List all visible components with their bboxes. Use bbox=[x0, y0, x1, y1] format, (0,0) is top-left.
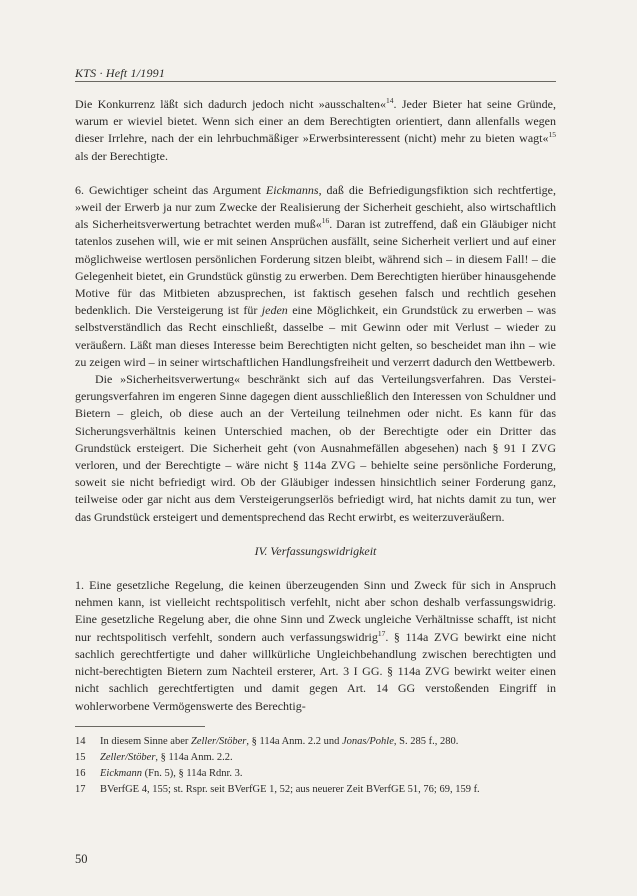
text-run: , § 114a Anm. 2.2 und bbox=[246, 736, 342, 747]
footnote-text bbox=[100, 734, 556, 750]
text-run: Die Konkurrenz läßt sich dadurch jedoch nicht »ausschalten« bbox=[75, 97, 387, 111]
footnote-number: 16 bbox=[75, 768, 86, 779]
running-head: KTS · Heft 1/1991 bbox=[75, 66, 166, 80]
footnote-ref-14: 14 bbox=[386, 96, 394, 105]
section-heading: IV. Verfassungswidrigkeit bbox=[254, 543, 377, 558]
paragraph-1 bbox=[75, 577, 556, 715]
text-run: 1. Eine gesetzliche Regelung, die keinen überzeugenden Sinn und Zweck für sich in Anspruch nehmen kann, ist vielleicht rechtspolitisch verfehlt, nicht aber schon deshalb verfassungswidrig. Eine gesetzliche Regelung aber, die ohne Sinn und Zweck ungleiche Verhältnisse schafft, ist nicht nur rechtspolitisch verfehlt, sondern auch verfassungswidrig bbox=[75, 578, 556, 644]
footnote-number: 15 bbox=[75, 752, 86, 763]
footnote bbox=[75, 766, 556, 782]
text-run: (Fn. 5), § 114a Rdnr. 3. bbox=[142, 768, 243, 779]
footnote-number: 14 bbox=[75, 736, 86, 747]
author-name: Eickmanns bbox=[265, 182, 319, 197]
paragraph-konkurrenz bbox=[75, 96, 556, 165]
page-number: 50 bbox=[75, 852, 88, 866]
paragraph-sicherheitsverwertung: Die »Sicherheitsverwertung« beschränkt sich auf das Verteilungsverfahren. Das Versteigerungsverfahren im engeren Sinne dagegen dient ausschließlich den Interessen von Schuldner und Bietern – gleich, ob diese auch an der Verteilung teilnehmen oder nicht. Es kann für das Sicherungsverhältnis keinen Unterschied machen, ob der Berechtigte oder ein Dritter das Grundstück ersteigert. Die Sicherheit geht (von Ausnahmefällen abgesehen) nach § 91 I ZVG verloren, und der Berechtigte – wäre nicht § 114a ZVG – behielte seine persönliche Forderung, soweit sie nicht befriedigt wird. Ob der Gläubiger indessen hinsichtlich seiner Forderung ganz, teilweise oder gar nicht aus dem Versteigerungserlös befriedigt wird, hat nichts damit zu tun, wer das Grundstück ersteigert und dementsprechend das Recht erwirbt, es weiterzuveräußern. bbox=[75, 372, 556, 524]
text-run: eine Möglichkeit, ein Grundstück zu erwerben – was selbstverständlich das Recht einschließt, dasselbe – mit Gewinn oder mit Verlust – wieder zu veräußern. Läßt man dieses Interesse beim Berechtigten nicht gelten, so bescheidet man ihn – wie zu zeigen wird – in seiner wirtschaftlichen Handlungsfreiheit und verzerrt dadurch den Wettbewerb. bbox=[75, 303, 557, 369]
text-run: , S. 285 f., 280. bbox=[393, 736, 459, 747]
text-run: . Daran ist zutreffend, daß ein Gläubiger nicht tatenlos zusehen will, wie er mit seinen Ansprüchen ausfällt, seine Sicherheit verliert und auf einer möglichweise wertlosen persönlichen Forderung sitzen bleibt, während sich – in diesem Fall! – die Gelegenheit bietet, ein Grundstück günstig zu erwerben. Dem Berechtigten hierüber hinausgehende Motive für das Mitbieten abzusprechen, ist faktisch gesehen falsch und rechtlich gesehen bedenklich. Die Versteigerung ist für bbox=[75, 217, 556, 318]
text-run: 6. Gewichtiger scheint das Argument bbox=[75, 182, 266, 197]
footnote-text: BVerfGE 4, 155; st. Rspr. seit BVerfGE 1, 52; aus neuerer Zeit BVerfGE 51, 76; 69, 159 f. bbox=[100, 784, 480, 795]
text-run: , daß die Befriedigungsfiktion sich rechtfertige, »weil der Erwerb ja nur zum Zwecke der Realisierung der Sicherheit geschieht, also wirtschaftlich als Sicherheitsverwertung betrachtet werden muß« bbox=[75, 182, 556, 232]
footnote bbox=[75, 782, 556, 798]
footnote bbox=[75, 750, 556, 766]
footnote-text bbox=[100, 766, 556, 782]
footnote-ref-16: 16 bbox=[321, 216, 330, 226]
footnote-rule bbox=[75, 726, 205, 727]
footnote bbox=[75, 734, 556, 750]
footnote-number: 17 bbox=[75, 784, 86, 795]
text-run: . Jeder Bieter hat seine Gründe, warum er wieviel bietet. Wenn sich einer an dem Berechtigten orientiert, dann allenfalls wegen dieser Irrlehre, nach der ein lehrbuchmäßiger »Erwerbsinteressent (nicht) mehr zu bieten wagt« bbox=[75, 97, 556, 146]
text-run: als der Berechtigte. bbox=[75, 148, 168, 163]
emphasis-jeden: jeden bbox=[261, 303, 288, 318]
footnotes bbox=[75, 734, 556, 798]
header-rule bbox=[75, 81, 556, 82]
author-name: Zeller/Stöber bbox=[190, 736, 247, 747]
author-name: Jonas/Pohle bbox=[341, 736, 394, 747]
footnote-text bbox=[100, 750, 556, 766]
text-run: , § 114a Anm. 2.2. bbox=[155, 752, 233, 763]
author-name: Eickmann bbox=[100, 768, 142, 779]
paragraph-6 bbox=[75, 182, 556, 371]
body-text bbox=[75, 96, 556, 715]
text-run: . § 114a ZVG bewirkt eine nicht sachlich gerechtfertigte und daher willkürliche Ungleichbehandlung zwischen berechtigten und nicht-berechtigten Bietern zum Nachteil ersterer, Art. 3 I GG. § 114a ZVG bewirkt weiter einen nicht sachlich gerechtfertigten und damit gegen Art. 14 GG verstoßenden Eingriff in wohlerworbene Vermögenswerte des Berechtig- bbox=[75, 629, 556, 713]
footnote-ref-17: 17 bbox=[377, 628, 386, 638]
text-run: In diesem Sinne aber bbox=[100, 736, 191, 747]
footnote-ref-15: 15 bbox=[548, 130, 556, 140]
author-name: Zeller/Stöber bbox=[100, 752, 156, 763]
